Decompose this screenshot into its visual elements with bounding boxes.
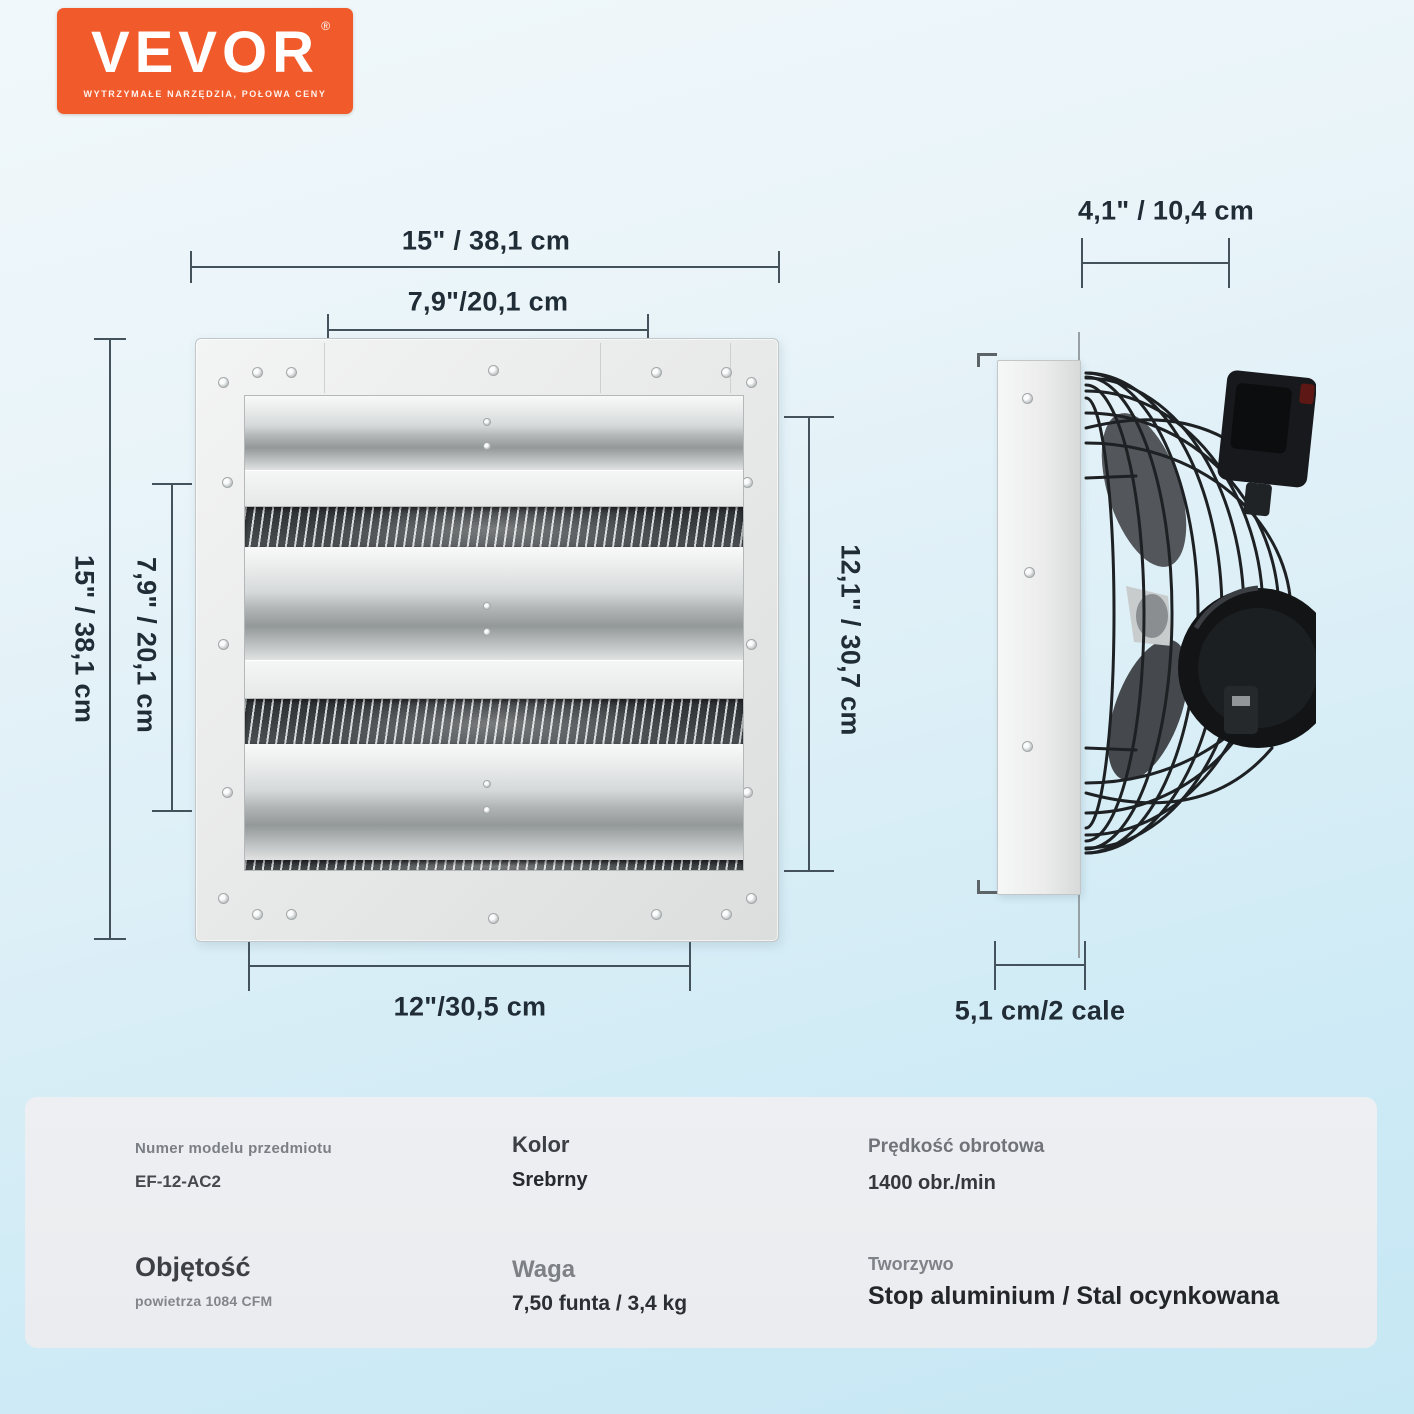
rivet-icon <box>483 806 491 814</box>
fan-side-panel <box>997 360 1081 895</box>
spec-volume-value: powietrza 1084 CFM <box>135 1293 273 1309</box>
rivet-icon <box>483 780 491 788</box>
fan-guard-gap <box>245 860 743 871</box>
rivet-icon <box>483 628 491 636</box>
dim-front-width-inner-line <box>327 329 649 331</box>
dim-front-height-inner-tick-top <box>152 483 192 485</box>
louver-slat <box>245 744 743 860</box>
screw-icon <box>746 377 757 388</box>
dim-side-depth-frame-tick-left <box>994 941 996 990</box>
dim-front-height-outer-tick-bottom <box>94 938 126 940</box>
screw-icon <box>252 909 263 920</box>
spec-material-label: Tworzywo <box>868 1254 954 1274</box>
screw-icon <box>1024 567 1035 578</box>
spec-speed-label: Prędkość obrotowa <box>868 1136 1045 1157</box>
spec-volume <box>135 1252 272 1309</box>
dim-front-height-outer-line <box>109 338 111 940</box>
spec-material-value: Stop aluminium / Stal ocynkowana <box>868 1282 1280 1310</box>
screw-icon <box>488 365 499 376</box>
screw-icon <box>1022 393 1033 404</box>
mounting-hook <box>977 353 997 367</box>
dim-front-width-outer-tick-left <box>190 251 192 283</box>
dim-front-opening-width-tick-right <box>689 941 691 991</box>
vevor-logo-text: VEVOR ® <box>90 18 336 85</box>
dim-side-depth-frame-label: 5,1 cm/2 cale <box>954 995 1126 1026</box>
spec-material <box>868 1254 1279 1311</box>
dim-side-depth-frame-line <box>994 964 1086 966</box>
dim-front-height-inner-label: 7,9" / 20,1 cm <box>131 556 162 734</box>
spec-speed <box>868 1136 1044 1195</box>
dim-front-opening-height-tick-top <box>784 416 834 418</box>
dim-front-height-inner-line <box>171 483 173 812</box>
screw-icon <box>721 367 732 378</box>
spec-weight <box>512 1256 687 1316</box>
dim-front-opening-width-tick-left <box>248 941 250 991</box>
screw-icon <box>218 639 229 650</box>
screw-icon <box>651 367 662 378</box>
spec-weight-label: Waga <box>512 1256 576 1283</box>
screw-icon <box>286 367 297 378</box>
dim-side-depth-cage-line <box>1081 262 1230 264</box>
dim-front-opening-height-line <box>808 417 810 872</box>
spec-model-label: Numer modelu przedmiotu <box>135 1140 332 1157</box>
dim-front-width-outer-label: 15" / 38,1 cm <box>401 225 571 256</box>
rivet-icon <box>483 602 491 610</box>
louver-rail <box>245 470 743 507</box>
fan-front-view <box>195 338 779 942</box>
dim-front-height-outer-tick-top <box>94 338 126 340</box>
rivet-icon <box>483 418 491 426</box>
fan-side-guard-cage <box>1076 358 1316 863</box>
spec-color <box>512 1132 588 1192</box>
dim-front-width-inner-label: 7,9"/20,1 cm <box>407 286 569 317</box>
fan-guard-gap <box>245 699 743 744</box>
dim-front-opening-height-label: 12,1" / 30,7 cm <box>835 544 866 736</box>
dim-side-depth-cage-tick-left <box>1081 238 1083 288</box>
dim-front-opening-height-tick-bottom <box>784 870 834 872</box>
dim-side-depth-cage-label: 4,1" / 10,4 cm <box>1077 195 1255 226</box>
spec-weight-value: 7,50 funta / 3,4 kg <box>512 1292 688 1315</box>
screw-icon <box>218 377 229 388</box>
screw-icon <box>1022 741 1033 752</box>
louver-slat <box>245 547 743 660</box>
junction-box <box>1213 369 1316 520</box>
spec-model <box>135 1140 332 1192</box>
screw-icon <box>746 639 757 650</box>
dim-front-opening-width-label: 12"/30,5 cm <box>393 991 547 1022</box>
screw-icon <box>651 909 662 920</box>
screw-icon <box>222 477 233 488</box>
screw-icon <box>222 787 233 798</box>
spec-speed-value: 1400 obr./min <box>868 1172 996 1194</box>
dim-side-depth-cage-tick-right <box>1228 238 1230 288</box>
frame-seam <box>324 343 325 393</box>
screw-icon <box>252 367 263 378</box>
vevor-logo <box>57 8 353 114</box>
screw-icon <box>218 893 229 904</box>
screw-icon <box>286 909 297 920</box>
spec-volume-label: Objętość <box>135 1252 251 1282</box>
shutter-opening <box>244 395 744 871</box>
dim-side-depth-frame-tick-right <box>1084 941 1086 990</box>
screw-icon <box>721 909 732 920</box>
screw-icon <box>488 913 499 924</box>
screw-icon <box>746 893 757 904</box>
dim-front-height-outer-label: 15" / 38,1 cm <box>69 554 100 724</box>
dim-front-width-inner-tick-left <box>327 314 329 341</box>
louver-rail <box>245 660 743 699</box>
registered-trademark-icon: ® <box>321 18 336 33</box>
dim-front-width-outer-line <box>190 266 780 268</box>
vevor-tagline: WYTRZYMAŁE NARZĘDZIA, POŁOWA CENY <box>83 88 327 99</box>
spec-model-value: EF-12-AC2 <box>135 1172 221 1191</box>
dim-front-opening-width-line <box>248 965 691 967</box>
rivet-icon <box>483 442 491 450</box>
fan-guard-gap <box>245 507 743 547</box>
dim-front-width-outer-tick-right <box>778 251 780 283</box>
louver-slat <box>245 396 743 470</box>
spec-color-value: Srebrny <box>512 1169 588 1191</box>
dim-front-height-inner-tick-bottom <box>152 810 192 812</box>
mounting-hook <box>977 880 997 894</box>
spec-color-label: Kolor <box>512 1132 570 1157</box>
dim-front-width-inner-tick-right <box>647 314 649 341</box>
frame-seam <box>600 343 601 393</box>
